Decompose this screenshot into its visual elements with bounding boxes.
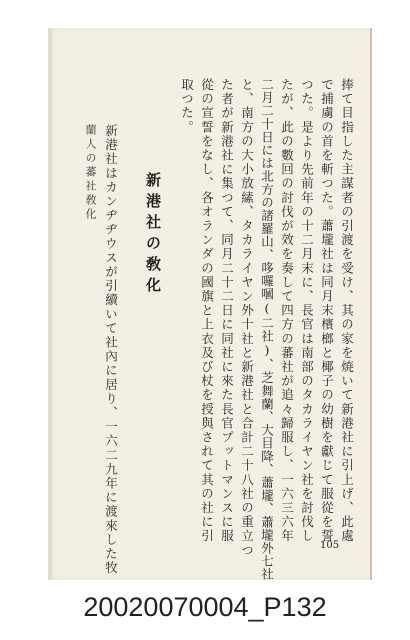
text-column: と、南方の大小放縤、タカライヤン外十社と新港社と合計二十八社の重立つ (239, 78, 255, 558)
text-column: た者が新港社に集つて、同月二十二日に同社に來た長官プットマンスに服 (219, 78, 235, 544)
text-column: たが、此の數回の討伐が效を奏して四方の蕃社が追々歸服し、一六三六年 (279, 78, 295, 544)
section-heading: 新港社の敎化 (144, 172, 162, 298)
text-column: つた。是より先前年の十二月末に、長官は南部のタカライヤン社を討伐し (299, 78, 315, 544)
page-spine (48, 28, 52, 580)
text-column: 二月二十日には北方の諸羅山、哆囉嘓(二社)、芝舞蘭、大目降、蕭壠、蕭壠外七社 (259, 78, 275, 581)
text-column: 捧て目指した主謀者の引渡を受け、其の家を焼いて新港社に引上げ、此處 (339, 78, 355, 544)
text-column: 新港社はカンヂヂウスが引續いて社內に居り、一六二九年に渡來した牧 (103, 124, 119, 576)
text-column: 從の宣誓をなし、各オランダの國旗と上衣及び杖を授與されて其の社に引 (199, 78, 215, 544)
text-column: 取つた。 (179, 78, 195, 135)
image-caption: 20020070004_P132 (83, 592, 327, 622)
text-column: で捕虜の首を斬つた。蕭壠社は同月末檳榔と椰子の幼樹を獻じて服從を誓 (319, 78, 335, 544)
margin-subtitle: 蘭人の蕃社敎化 (84, 124, 97, 222)
page-number: 105 (320, 540, 340, 551)
